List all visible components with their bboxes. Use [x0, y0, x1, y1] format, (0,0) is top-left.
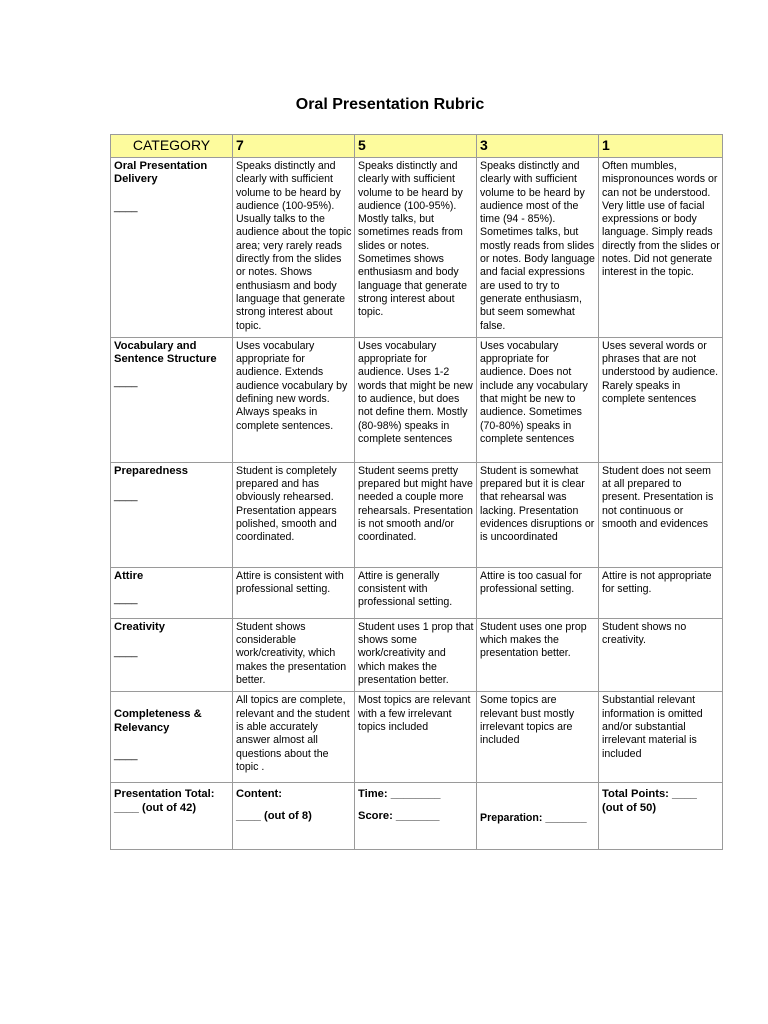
criteria-cell: Some topics are relevant bust mostly irrelevant topics are included	[477, 692, 599, 783]
category-name: Attire	[114, 569, 144, 582]
criteria-cell: Student is somewhat prepared but it is clear that rehearsal was lacking. Presentation evidences disruptions or is uncoordinated	[477, 462, 599, 567]
header-score-3: 3	[477, 135, 599, 158]
category-name: Completeness & Relevancy	[114, 708, 202, 734]
row-preparedness	[111, 462, 723, 567]
category-cell	[111, 567, 233, 618]
time-label: Time: ________	[358, 788, 441, 801]
criteria-cell: Attire is generally consistent with professional setting.	[355, 567, 477, 618]
category-cell	[111, 337, 233, 462]
total-cell	[111, 783, 233, 850]
criteria-cell: Attire is too casual for professional setting.	[477, 567, 599, 618]
header-score-7: 7	[233, 135, 355, 158]
total-points-cell	[599, 783, 723, 850]
content-cell	[233, 783, 355, 850]
score-blank: ____	[114, 200, 138, 213]
category-cell	[111, 618, 233, 691]
time-score-cell	[355, 783, 477, 850]
criteria-cell: Student uses 1 prop that shows some work/creativity and which makes the presentation better.	[355, 618, 477, 691]
total-points-out-of: (out of 50)	[602, 801, 657, 814]
criteria-cell: Speaks distinctly and clearly with sufficient volume to be heard by audience most of the time (94 - 85%). Sometimes talks, but mostly reads from slides or notes. Body language and facial expressions are used to try to generate enthusiasm, but seem somewhat false.	[477, 158, 599, 338]
preparation-label: Preparation: _______	[480, 811, 587, 824]
footer-row	[111, 783, 723, 850]
score-blank: ____	[114, 646, 138, 659]
header-category: CATEGORY	[111, 135, 233, 158]
criteria-cell: Attire is not appropriate for setting.	[599, 567, 723, 618]
criteria-cell: Often mumbles, mispronounces words or can not be understood. Very little use of facial expressions or body language. Simply reads directly from the slides or notes. Did not generate interest in the topic.	[599, 158, 723, 338]
score-blank: ____	[114, 748, 138, 761]
criteria-cell: Speaks distinctly and clearly with sufficient volume to be heard by audience (100-95%). Usually talks to the audience about the topic area; very rarely reads directly from the slides or notes. Shows enthusiasm and body language that generate strong interest about topic.	[233, 158, 355, 338]
row-attire	[111, 567, 723, 618]
header-score-5: 5	[355, 135, 477, 158]
criteria-cell: Speaks distinctly and clearly with sufficient volume to be heard by audience (100-95%). Mostly talks, but sometimes reads from slides or notes. Sometimes shows enthusiasm and body language that generate strong interest about topic.	[355, 158, 477, 338]
criteria-cell: Student seems pretty prepared but might have needed a couple more rehearsals. Presentation is not smooth and/or coordinated.	[355, 462, 477, 567]
criteria-cell: Student shows considerable work/creativity, which makes the presentation better.	[233, 618, 355, 691]
rubric-table	[110, 134, 723, 850]
preparation-cell	[477, 783, 599, 850]
criteria-cell: Student shows no creativity.	[599, 618, 723, 691]
row-creativity	[111, 618, 723, 691]
category-cell	[111, 462, 233, 567]
header-score-1: 1	[599, 135, 723, 158]
score-label: Score: _______	[358, 809, 440, 822]
criteria-cell: Student is completely prepared and has obviously rehearsed. Presentation appears polished, smooth and coordinated.	[233, 462, 355, 567]
criteria-cell: Substantial relevant information is omitted and/or substantial irrelevant material is included	[599, 692, 723, 783]
presentation-total-blank: ____ (out of 42)	[114, 801, 197, 814]
score-blank: ____	[114, 376, 138, 389]
page-title: Oral Presentation Rubric	[295, 96, 485, 113]
content-blank: ____ (out of 8)	[236, 809, 312, 822]
category-name: Preparedness	[114, 464, 189, 477]
criteria-cell: Uses several words or phrases that are not understood by audience. Rarely speaks in complete sentences	[599, 337, 723, 462]
criteria-cell: Attire is consistent with professional setting.	[233, 567, 355, 618]
score-blank: ____	[114, 593, 138, 606]
row-completeness	[111, 692, 723, 783]
total-points-label: Total Points: ____	[602, 788, 697, 801]
criteria-cell: All topics are complete, relevant and the student is able accurately answer almost all questions about the topic .	[233, 692, 355, 783]
criteria-cell: Student uses one prop which makes the presentation better.	[477, 618, 599, 691]
category-name: Creativity	[114, 620, 165, 633]
criteria-cell: Student does not seem at all prepared to present. Presentation is not continuous or smooth and evidences	[599, 462, 723, 567]
category-name: Oral Presentation Delivery	[114, 160, 208, 186]
criteria-cell: Uses vocabulary appropriate for audience. Does not include any vocabulary that might be new to audience. Sometimes (70-80%) speaks in complete sentences	[477, 337, 599, 462]
content-label: Content:	[236, 788, 282, 801]
category-name: Vocabulary and Sentence Structure	[114, 339, 217, 366]
row-vocabulary	[111, 337, 723, 462]
category-cell	[111, 692, 233, 783]
score-blank: ____	[114, 490, 138, 503]
presentation-total-label: Presentation Total:	[114, 788, 215, 801]
row-oral-delivery	[111, 158, 723, 338]
criteria-cell: Uses vocabulary appropriate for audience. Uses 1-2 words that might be new to audience, but does not define them. Mostly (80-98%) speaks in complete sentences	[355, 337, 477, 462]
header-row	[111, 135, 723, 158]
criteria-cell: Uses vocabulary appropriate for audience. Extends audience vocabulary by defining new words. Always speaks in complete sentences.	[233, 337, 355, 462]
criteria-cell: Most topics are relevant with a few irrelevant topics included	[355, 692, 477, 783]
category-cell	[111, 158, 233, 338]
